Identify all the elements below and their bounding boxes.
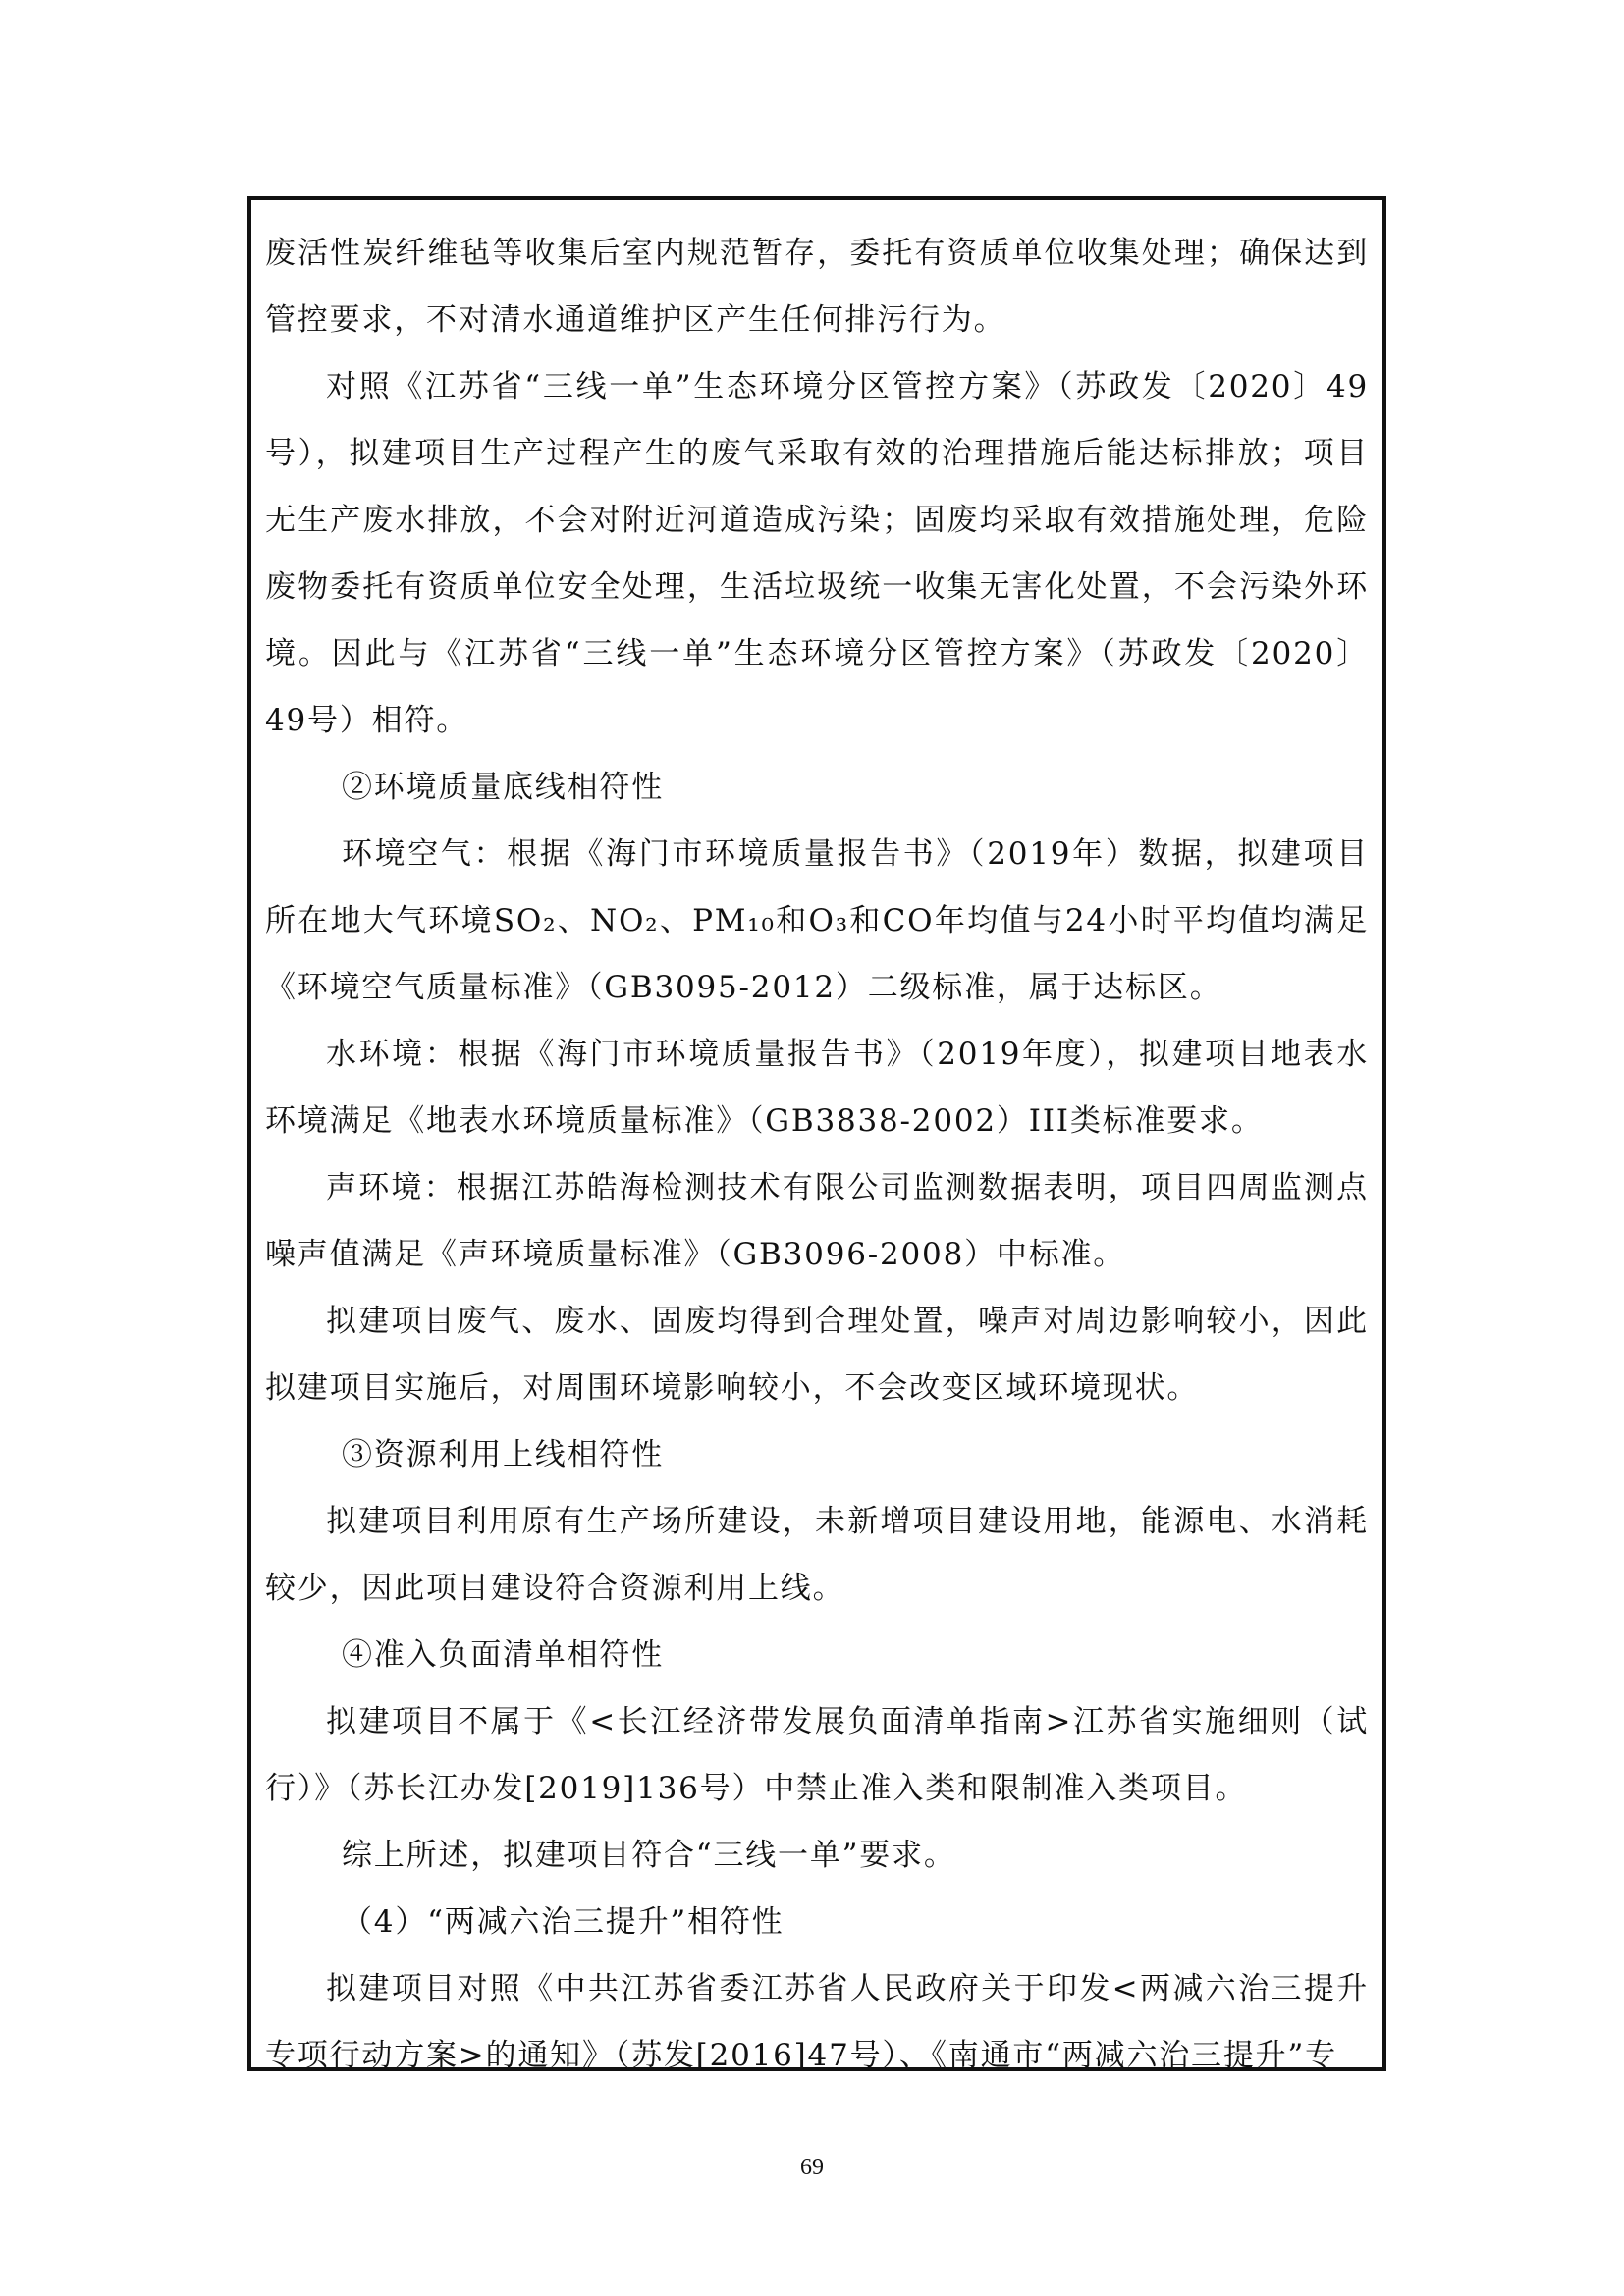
paragraph-summary: 综上所述，拟建项目符合“三线一单”要求。 — [342, 1838, 956, 1873]
section-heading-negative-list: ④准入负面清单相符性 — [342, 1637, 664, 1673]
paragraph-two-reductions: 拟建项目对照《中共江苏省委江苏省人民政府关于印发<两减六治三提升专项行动方案>的通知》（苏发[2016]47号）、《南通市“两减六治三提升”专 — [265, 1971, 1369, 2073]
paragraph-resource-utilization: 拟建项目利用原有生产场所建设，未新增项目建设用地，能源电、水消耗较少，因此项目建设符合资源利用上线。 — [265, 1504, 1369, 1606]
section-heading-environmental-quality: ②环境质量底线相符性 — [342, 770, 664, 805]
document-body — [265, 220, 1369, 2089]
page-number: 69 — [800, 2155, 824, 2180]
paragraph-air-environment: 环境空气：根据《海门市环境质量报告书》（2019年）数据，拟建项目所在地大气环境SO₂、NO₂、PM₁₀和O₃和CO年均值与24小时平均值均满足《环境空气质量标准》（GB3095-2012）二级标准，属于达标区。 — [265, 836, 1369, 1005]
paragraph-continuation: 废活性炭纤维毡等收集后室内规范暂存，委托有资质单位收集处理；确保达到管控要求，不对清水通道维护区产生任何排污行为。 — [265, 236, 1369, 338]
paragraph-zoning-plan: 对照《江苏省“三线一单”生态环境分区管控方案》（苏政发〔2020〕49号），拟建项目生产过程产生的废气采取有效的治理措施后能达标排放；项目无生产废水排放，不会对附近河道造成污染；固废均采取有效措施处理，危险废物委托有资质单位安全处理，生活垃圾统一收集无害化处置，不会污染外环境。因此与《江苏省“三线一单”生态环境分区管控方案》（苏政发〔2020〕49号）相符。 — [265, 369, 1369, 738]
paragraph-negative-list: 拟建项目不属于《<长江经济带发展负面清单指南>江苏省实施细则（试行）》（苏长江办发[2019]136号）中禁止准入类和限制准入类项目。 — [265, 1704, 1369, 1806]
paragraph-environmental-impact: 拟建项目废气、废水、固废均得到合理处置，噪声对周边影响较小，因此拟建项目实施后，对周围环境影响较小，不会改变区域环境现状。 — [265, 1304, 1369, 1406]
content-frame — [247, 196, 1386, 2071]
section-heading-two-reductions: （4）“两减六治三提升”相符性 — [342, 1904, 785, 1940]
paragraph-water-environment: 水环境：根据《海门市环境质量报告书》（2019年度），拟建项目地表水环境满足《地表水环境质量标准》（GB3838-2002）III类标准要求。 — [265, 1037, 1369, 1139]
paragraph-acoustic-environment: 声环境：根据江苏皓海检测技术有限公司监测数据表明，项目四周监测点噪声值满足《声环境质量标准》（GB3096-2008）中标准。 — [265, 1170, 1369, 1272]
section-heading-resource-utilization: ③资源利用上线相符性 — [342, 1437, 664, 1472]
